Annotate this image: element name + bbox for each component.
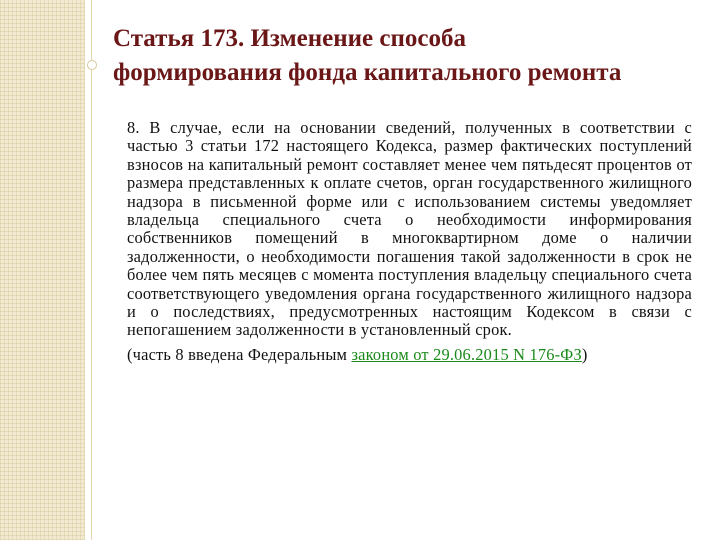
decorative-divider-line (91, 0, 92, 540)
slide-title (113, 22, 703, 90)
federal-law-link[interactable]: законом от 29.06.2015 N 176-ФЗ (351, 344, 582, 364)
amendment-note (127, 346, 692, 364)
amendment-note-suffix: ) (581, 344, 588, 364)
slide-title-line-1: Статья 173. Изменение способа (113, 25, 466, 52)
decorative-side-band (0, 0, 85, 540)
slide-title-line-2: формирования фонда капитального ремонта (113, 59, 622, 86)
amendment-note-prefix: (часть 8 введена Федеральным (127, 344, 352, 364)
article-body (127, 119, 692, 364)
decorative-divider-dot (87, 60, 97, 70)
article-paragraph: 8. В случае, если на основании сведений, полученных в соответствии с частью 3 статьи 172 настоящего Кодекса, размер фактических поступлений взносов на капитальный ремонт составляет менее чем пятьдесят процентов от размера представленных к оплате счетов, орган государственного жилищного надзора в письменной форме или с использованием системы уведомляет владельца специального счета о необходимости информирования собственников помещений в многоквартирном доме о наличии задолженности, о необходимости погашения такой задолженности в срок не более чем пять месяцев с момента поступления владельцу специального счета соответствующего уведомления органа государственного жилищного надзора и о последствиях, предусмотренных настоящим Кодексом в связи с непогашением задолженности в установленный срок. (127, 118, 692, 340)
